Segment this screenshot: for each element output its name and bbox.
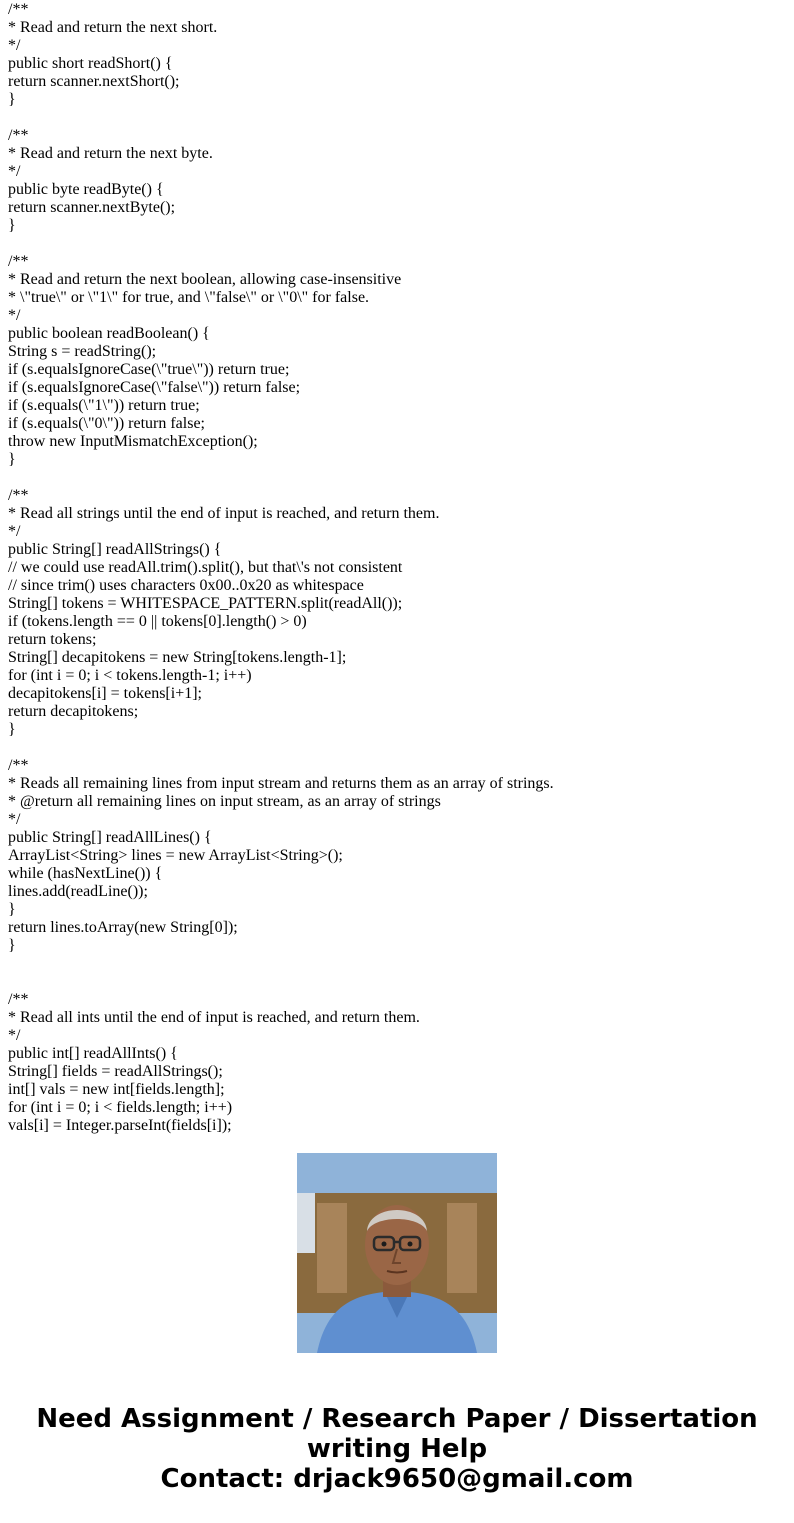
code-line: return lines.toArray(new String[0]);	[8, 919, 238, 936]
person-photo-icon	[297, 1153, 497, 1353]
code-line: return scanner.nextByte();	[8, 199, 176, 216]
code-line: // since trim() uses characters 0x00..0x20 as whitespace	[8, 577, 364, 594]
code-line	[8, 235, 788, 253]
code-line: /**	[8, 1, 29, 18]
code-line: public String[] readAllLines() {	[8, 829, 212, 846]
code-line: */	[8, 37, 21, 54]
code-line: * Read and return the next byte.	[8, 145, 213, 162]
code-line: decapitokens[i] = tokens[i+1];	[8, 685, 202, 702]
code-line: /**	[8, 991, 29, 1008]
author-photo	[297, 1153, 497, 1353]
code-line	[8, 109, 788, 127]
code-line	[8, 739, 788, 757]
code-line: String s = readString();	[8, 343, 157, 360]
code-line: * Read all ints until the end of input is reached, and return them.	[8, 1009, 420, 1026]
code-line: for (int i = 0; i < tokens.length-1; i++)	[8, 667, 252, 684]
code-line: return scanner.nextShort();	[8, 73, 180, 90]
promo-line-2: writing Help	[306, 1434, 488, 1464]
code-line: * Read all strings until the end of input is reached, and return them.	[8, 505, 440, 522]
code-line: public String[] readAllStrings() {	[8, 541, 222, 558]
code-line: }	[8, 937, 16, 954]
code-line: * \"true\" or \"1\" for true, and \"false\" or \"0\" for false.	[8, 289, 370, 306]
code-line	[8, 973, 788, 991]
code-line: */	[8, 523, 21, 540]
promo-banner	[0, 1404, 794, 1494]
code-line: if (tokens.length == 0 || tokens[0].length() > 0)	[8, 613, 307, 630]
code-line: /**	[8, 127, 29, 144]
code-line: throw new InputMismatchException();	[8, 433, 258, 450]
code-line: }	[8, 91, 16, 108]
code-line: if (s.equals(\"0\")) return false;	[8, 415, 205, 432]
code-line: vals[i] = Integer.parseInt(fields[i]);	[8, 1117, 232, 1134]
code-line: */	[8, 163, 21, 180]
code-line: * Reads all remaining lines from input stream and returns them as an array of strings.	[8, 775, 554, 792]
code-line: * @return all remaining lines on input stream, as an array of strings	[8, 793, 441, 810]
code-line: return tokens;	[8, 631, 97, 648]
code-line	[8, 955, 788, 973]
code-line: }	[8, 721, 16, 738]
code-line: String[] decapitokens = new String[tokens.length-1];	[8, 649, 347, 666]
code-line: /**	[8, 487, 29, 504]
code-line: * Read and return the next short.	[8, 19, 218, 36]
code-line: }	[8, 451, 16, 468]
code-line: }	[8, 217, 16, 234]
promo-contact: Contact: drjack9650@gmail.com	[160, 1464, 634, 1494]
code-line: return decapitokens;	[8, 703, 139, 720]
code-line: public short readShort() {	[8, 55, 173, 72]
code-line: if (s.equalsIgnoreCase(\"false\")) return false;	[8, 379, 301, 396]
code-line: /**	[8, 757, 29, 774]
code-line: String[] tokens = WHITESPACE_PATTERN.split(readAll());	[8, 595, 403, 612]
code-line: public byte readByte() {	[8, 181, 164, 198]
code-line: */	[8, 811, 21, 828]
code-line: public boolean readBoolean() {	[8, 325, 210, 342]
code-listing	[8, 1, 788, 1134]
code-line: public int[] readAllInts() {	[8, 1045, 178, 1062]
code-line: */	[8, 307, 21, 324]
code-line: while (hasNextLine()) {	[8, 865, 163, 882]
code-line: }	[8, 901, 16, 918]
code-line: lines.add(readLine());	[8, 883, 148, 900]
code-line: ArrayList<String> lines = new ArrayList<String>();	[8, 847, 343, 864]
code-line: /**	[8, 253, 29, 270]
code-line: if (s.equals(\"1\")) return true;	[8, 397, 200, 414]
code-line: for (int i = 0; i < fields.length; i++)	[8, 1099, 233, 1116]
promo-line-1: Need Assignment / Research Paper / Dissertation	[36, 1404, 758, 1434]
code-line: // we could use readAll.trim().split(), but that\'s not consistent	[8, 559, 403, 576]
code-line: * Read and return the next boolean, allowing case-insensitive	[8, 271, 402, 288]
code-line: */	[8, 1027, 21, 1044]
code-line: String[] fields = readAllStrings();	[8, 1063, 223, 1080]
code-line	[8, 469, 788, 487]
code-line: int[] vals = new int[fields.length];	[8, 1081, 225, 1098]
code-line: if (s.equalsIgnoreCase(\"true\")) return true;	[8, 361, 290, 378]
